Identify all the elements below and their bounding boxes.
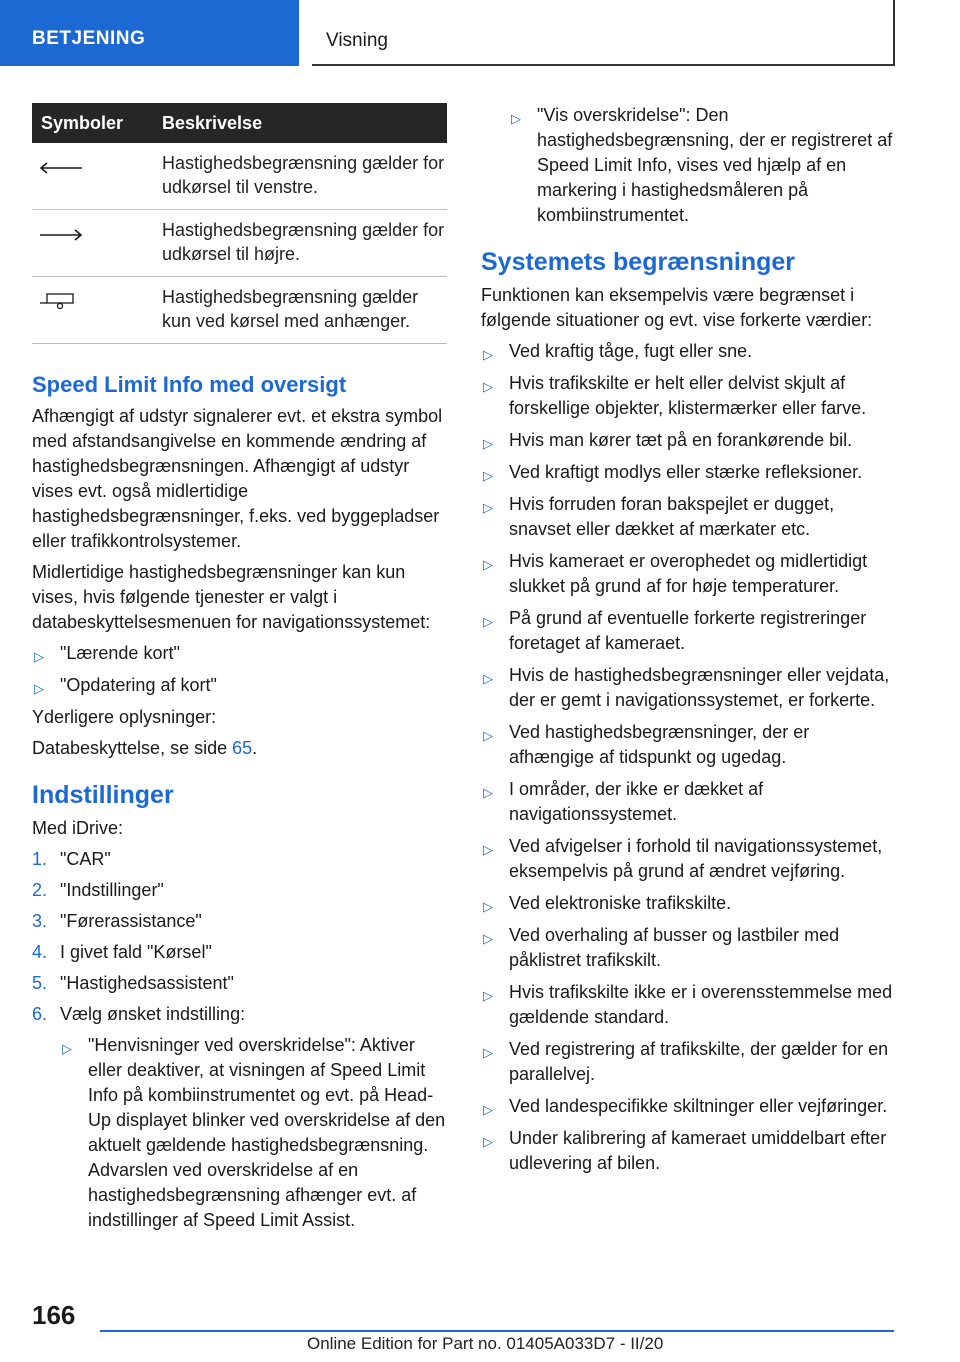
triangle-bullet-icon: ▷ — [483, 842, 493, 857]
list-item: ▷ Ved landespecifikke skiltninger eller vejføringer. — [481, 1094, 897, 1119]
section-tab — [0, 0, 299, 66]
triangle-bullet-icon: ▷ — [483, 614, 493, 629]
right-column — [481, 103, 897, 1183]
arrow-right-icon — [38, 228, 84, 242]
triangle-bullet-icon: ▷ — [483, 1134, 493, 1149]
symbol-cell — [32, 210, 162, 277]
list-item: ▷ Under kalibrering af kameraet umiddelbart efter udlevering af bilen. — [483, 1128, 887, 1173]
triangle-bullet-icon: ▷ — [483, 1102, 493, 1117]
settings-intro: Med iDrive: — [32, 818, 124, 838]
triangle-bullet-icon: ▷ — [483, 379, 493, 394]
symbols-table — [32, 103, 447, 344]
list-item: ▷ "Vis overskridelse": Den hastighedsbegrænsning, der er registreret af Speed Limit Info, vises ved hjælp af en markering i hastighedsmåleren på kombiinstrumentet. — [511, 105, 893, 225]
step-item: 2. "Indstillinger" — [32, 880, 164, 900]
list-item: ▷ Ved afvigelser i forhold til navigationssystemet, eksempelvis på grund af ændret vejføring. — [483, 836, 883, 881]
step-item: 5. "Hastighedsassistent" — [32, 973, 234, 993]
table-row — [32, 210, 447, 277]
step-item: 4. I givet fald "Kørsel" — [32, 942, 212, 962]
triangle-bullet-icon: ▷ — [483, 728, 493, 743]
triangle-bullet-icon: ▷ — [483, 671, 493, 686]
list-item: ▷ På grund af eventuelle forkerte registreringer foretaget af kameraet. — [483, 608, 867, 653]
topic-title: Visning — [326, 30, 388, 51]
limits-heading: Systemets begrænsninger — [481, 248, 795, 276]
triangle-bullet-icon: ▷ — [62, 1041, 72, 1056]
step-item: 6. Vælg ønsket indstilling: ▷ "Henvisninger ved overskridelse": Aktiver eller deaktiver, at visningen af Speed Limit Info på kombiinstrumentet og evt. på Head-Up displayet blinker ved overskridelse af den aktuelt gældende hastighedsbegrænsning. Advarslen ved overskridelse af en hastighedsbegrænsning afhænger evt. af indstillinger af Speed Limit Assist. — [32, 1002, 448, 1233]
page-reference-link[interactable]: 65 — [232, 738, 253, 758]
list-item: ▷ I områder, der ikke er dækket af navigationssystemet. — [483, 779, 764, 824]
services-list — [32, 641, 448, 698]
footer-divider — [100, 1330, 894, 1332]
list-item: ▷ "Lærende kort" — [32, 641, 448, 666]
list-item: ▷ Ved overhaling af busser og lastbiler med påklistret trafikskilt. — [483, 925, 840, 970]
list-item: ▷ Ved registrering af trafikskilte, der gælder for en parallelvej. — [483, 1039, 889, 1084]
settings-options — [60, 1033, 448, 1233]
settings-options-continued — [509, 103, 897, 228]
triangle-bullet-icon: ▷ — [483, 468, 493, 483]
symbol-description: Hastighedsbegrænsning gælder kun ved kørsel med anhænger. — [162, 277, 447, 344]
table-header-row — [32, 103, 447, 143]
triangle-bullet-icon: ▷ — [34, 681, 44, 696]
more-info-label: Yderligere oplysninger: — [32, 707, 217, 727]
triangle-bullet-icon: ▷ — [483, 931, 493, 946]
limits-list — [481, 339, 897, 1176]
footer-edition: Online Edition for Part no. 01405A033D7 - II/20 — [307, 1334, 664, 1353]
list-item: ▷ "Opdatering af kort" — [32, 673, 448, 698]
triangle-bullet-icon: ▷ — [34, 649, 44, 664]
settings-steps — [32, 847, 448, 1233]
topic-tab — [312, 0, 895, 66]
trailer-icon — [38, 291, 84, 311]
section-title: BETJENING — [32, 28, 146, 49]
list-item: ▷ Hvis man kører tæt på en forankørende bil. — [481, 428, 897, 453]
list-item: ▷ Ved kraftig tåge, fugt eller sne. — [481, 339, 897, 364]
table-row — [32, 143, 447, 210]
triangle-bullet-icon: ▷ — [483, 988, 493, 1003]
list-item: ▷ Ved elektroniske trafikskilte. — [481, 891, 897, 916]
list-item: ▷ "Henvisninger ved overskridelse": Aktiver eller deaktiver, at visningen af Speed Limit Info på kombiinstrumentet og evt. på Head-Up displayet blinker ved overskridelse af den aktuelt gældende hastighedsbegrænsning. Advarslen ved overskridelse af en hastighedsbegrænsning afhænger evt. af indstillinger af Speed Limit Assist. — [62, 1035, 446, 1230]
triangle-bullet-icon: ▷ — [483, 500, 493, 515]
symbol-cell — [32, 277, 162, 344]
arrow-left-icon — [38, 161, 84, 175]
triangle-bullet-icon: ▷ — [483, 899, 493, 914]
limits-intro: Funktionen kan eksempelvis være begrænset i følgende situationer og evt. vise forkerte værdier: — [481, 285, 873, 330]
overview-paragraph: Afhængigt af udstyr signalerer evt. et ekstra symbol med afstandsangivelse en kommende ændring af hastighedsbegrænsningen. Afhængigt af udstyr vises evt. også midlertidige hastighedsbegrænsninger, f.eks. ved byggepladser eller trafikkontrolsystemer. — [32, 406, 443, 551]
list-item: ▷ Ved hastighedsbegrænsninger, der er afhængige af tidspunkt og ugedag. — [483, 722, 810, 767]
table-row — [32, 277, 447, 344]
overview-heading: Speed Limit Info med oversigt — [32, 372, 347, 397]
triangle-bullet-icon: ▷ — [483, 785, 493, 800]
table-header-description: Beskrivelse — [162, 103, 447, 143]
symbol-description: Hastighedsbegrænsning gælder for udkørsel til venstre. — [162, 143, 447, 210]
step-item: 1. "CAR" — [32, 849, 111, 869]
step-item: 3. "Førerassistance" — [32, 911, 202, 931]
symbol-cell — [32, 143, 162, 210]
reference-paragraph: Databeskyttelse, se side 65. — [32, 738, 258, 758]
left-column — [32, 103, 448, 1239]
triangle-bullet-icon: ▷ — [483, 436, 493, 451]
list-item: ▷ Ved kraftigt modlys eller stærke refleksioner. — [481, 460, 897, 485]
list-item: ▷ Hvis trafikskilte er helt eller delvist skjult af forskellige objekter, klistermærker eller farve. — [483, 373, 867, 418]
settings-heading: Indstillinger — [32, 781, 174, 809]
triangle-bullet-icon: ▷ — [483, 557, 493, 572]
overview-paragraph: Midlertidige hastighedsbegrænsninger kan kun vises, hvis følgende tjenester er valgt i databeskyttelsesmenuen for navigationssystemet: — [32, 562, 431, 632]
triangle-bullet-icon: ▷ — [483, 347, 493, 362]
list-item: ▷ Hvis de hastighedsbegrænsninger eller vejdata, der er gemt i navigationssystemet, er forkerte. — [483, 665, 890, 710]
triangle-bullet-icon: ▷ — [511, 111, 521, 126]
list-item: ▷ Hvis forruden foran bakspejlet er dugget, snavset eller dækket af mærkater etc. — [483, 494, 835, 539]
list-item: ▷ Hvis kameraet er overophedet og midlertidigt slukket på grund af for høje temperaturer. — [483, 551, 868, 596]
triangle-bullet-icon: ▷ — [483, 1045, 493, 1060]
list-item: ▷ Hvis trafikskilte ikke er i overensstemmelse med gældende standard. — [483, 982, 893, 1027]
page-number: 166 — [32, 1300, 76, 1330]
table-header-symbols: Symboler — [32, 103, 162, 143]
symbol-description: Hastighedsbegrænsning gælder for udkørsel til højre. — [162, 210, 447, 277]
